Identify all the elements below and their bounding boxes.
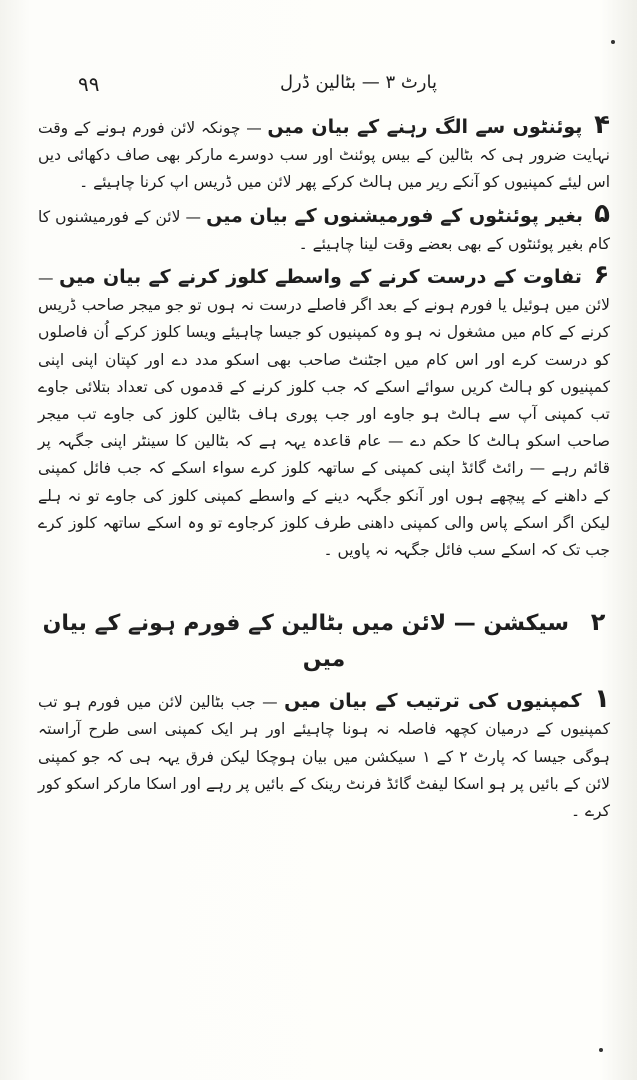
paragraph-text: جب بٹالین لائن میں فورم ہو تب کمپنیوں کے درمیان کچھہ فاصلہ نہ ہونا چاہیئے اور ہر ایک کمپنی اسی طرح آراستہ ہوگی جیسا کہ پارٹ ۲ کے ۱ سیکشن میں بیان ہوچکا لیکن فرق یہہ ہی کہ جو کمپنی لائن کے بائیں پر ہو اسکا لیفٹ گائڈ فرنٹ رینک کے بائیں پر رہے اور اسکا مارکر اسکو کور کرے ۔ <box>38 693 610 821</box>
section-title: سیکشن — لائن میں بٹالین کے فورم ہونے کے بیان میں <box>42 611 570 673</box>
paragraph-number: ۵ <box>594 198 610 229</box>
paper-speck <box>599 1048 603 1052</box>
paragraph-4 <box>38 112 610 197</box>
paragraph-5 <box>38 198 610 258</box>
paragraph-lead: بغیر پوئنٹوں کے فورمیشنوں کے بیان میں <box>206 204 584 227</box>
dash-separator: — <box>180 207 202 226</box>
section-paragraph-1 <box>38 686 610 825</box>
page-number: ۹۹ <box>78 72 100 96</box>
page-body <box>38 112 610 829</box>
paragraph-text: لائن میں ہوئیل یا فورم ہونے کے بعد اگر فاصلے درست نہ ہوں تو جو میجر صاحب ڈریس کرنے کے کام میں مشغول نہ ہو وہ کمپنیوں کو جیسا چاہیئے ویسا کلوز کرکے اُن فاصلوں کو درست کرے اور اس کام میں اجٹنٹ صاحب بھی اسکو مدد دے اور کپتان اپنی اپنی کمپنیوں کو ہالٹ کریں سوائے اسکے کہ جب کلوز کرنے کے قدموں کی تعداد بتلائی جاوے تب کمپنی آپ سے ہالٹ ہو جاوے اور جب پوری ہاف بٹالین کلوز کی جاوے تب میجر صاحب اسکو ہالٹ کا حکم دے — عام قاعدہ یہہ ہے کہ بٹالین کا سینٹر اپنی جگہہ پر قائم رہے — رائٹ گائڈ اپنی کمپنی کے ساتھہ کلوز کرے سواء اسکے کہ جب فائل کمپنی کے داھنے کے پیچھے ہوں اور آنکو جگہہ دینے کے واسطے کمپنی کلوز کی جاوے تو نہ ہلے لیکن اگر اسکے پاس والی کمپنی داھنی طرف کلوز کرجاوے تو وہ اسکے ساتھہ کلوز کرے جب تک کہ اسکے سب فائل جگہہ نہ پاویں ۔ <box>38 296 610 560</box>
paragraph-6 <box>38 262 610 564</box>
paragraph-lead: کمپنیوں کی ترتیب کے بیان میں <box>284 690 582 713</box>
paragraph-number: ۱ <box>594 684 610 715</box>
section-heading <box>38 604 610 678</box>
dash-separator: — <box>240 119 262 137</box>
paragraph-lead: تفاوت کے درست کرنے کے واسطے کلوز کرنے کے بیان میں <box>59 266 582 289</box>
paragraph-text: چونکہ لائن فورم ہونے کے وقت نہایت ضرور ہی کہ بٹالین کے بیس پوئنٹ اور سب دوسرے مارکر بھی صاف دکھائی دیں اس لیئے کمپنیوں کو آنکے ریر میں ہالٹ کرکے پھر لائن میں ڈریس اپ کرنا چاہیئے ۔ <box>38 119 610 192</box>
section-number: ۲ <box>590 608 606 637</box>
paragraph-number: ۴ <box>594 110 611 140</box>
paragraph-text: لائن کے فورمیشنوں کا کام بغیر پوئنٹوں کے بھی بعضے وقت لینا چاہیئے ۔ <box>38 207 610 253</box>
dash-separator: — <box>255 693 278 712</box>
paper-speck <box>611 40 615 44</box>
page-header <box>60 72 587 104</box>
dash-separator: — <box>38 269 54 288</box>
paragraph-lead: پوئنٹوں سے الگ رہنے کے بیان میں <box>267 116 583 138</box>
paragraph-number: ۶ <box>593 260 610 291</box>
running-head: پارٹ ۳ — بٹالین ڈرل <box>279 72 437 93</box>
